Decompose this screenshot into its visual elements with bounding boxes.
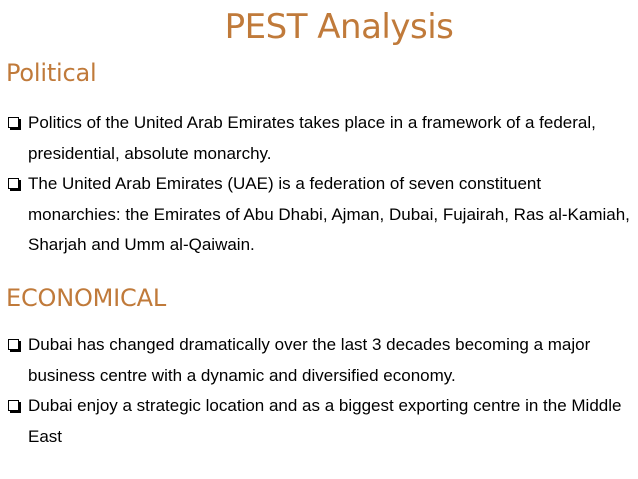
bullet-list-political [8, 108, 630, 261]
bullet-item [8, 169, 630, 261]
checkbox-icon [8, 400, 19, 411]
bullet-text: Dubai has changed dramatically over the last 3 decades becoming a major business centre with a dynamic and diversified economy. [28, 335, 591, 385]
bullet-text: The United Arab Emirates (UAE) is a federation of seven constituent monarchies: the Emirates of Abu Dhabi, Ajman, Dubai, Fujairah, Ras al-Kamiah, Sharjah and Umm al-Qaiwain. [28, 174, 630, 254]
section-heading-economical: ECONOMICAL [6, 284, 166, 312]
bullet-item [8, 330, 630, 391]
bullet-text: Dubai enjoy a strategic location and as a biggest exporting centre in the Middle East [28, 396, 622, 446]
checkbox-icon [8, 339, 19, 350]
bullet-text: Politics of the United Arab Emirates takes place in a framework of a federal, presidential, absolute monarchy. [28, 113, 596, 163]
bullet-item [8, 391, 630, 452]
bullet-list-economical [8, 330, 630, 452]
checkbox-icon [8, 117, 19, 128]
bullet-item [8, 108, 630, 169]
slide-title: PEST Analysis [224, 7, 454, 47]
section-heading-political: Political [6, 59, 97, 87]
checkbox-icon [8, 178, 19, 189]
